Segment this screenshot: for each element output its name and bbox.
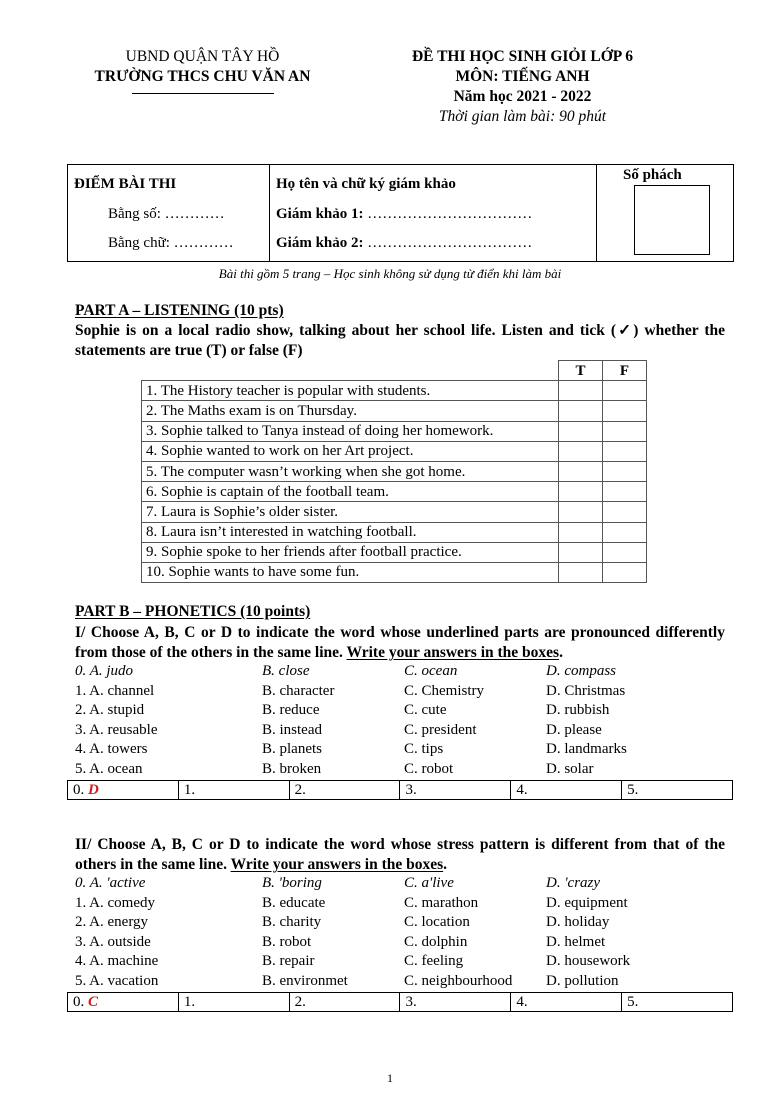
q2-3-a: 3. A. outside	[75, 933, 151, 950]
q1-answer-boxes	[67, 780, 733, 800]
q2-answer-4[interactable]: 4.	[511, 993, 622, 1011]
tick-true-2[interactable]	[559, 401, 603, 421]
q1-2-a: 2. A. stupid	[75, 702, 145, 719]
school-header	[75, 47, 330, 94]
q2-5-b: B. environmet	[262, 972, 348, 989]
tick-true-5[interactable]	[559, 461, 603, 481]
q2-1-c: C. marathon	[404, 894, 479, 911]
statement-6: 6. Sophie is captain of the football team.	[142, 482, 559, 502]
tick-true-6[interactable]	[559, 482, 603, 502]
tick-false-8[interactable]	[603, 522, 647, 542]
tick-false-10[interactable]	[603, 562, 647, 582]
tick-true-7[interactable]	[559, 502, 603, 522]
part-b-q1-instruction: I/ Choose A, B, C or D to indicate the word whose underlined parts are pronounced differently from those of the others in the same line. Write your answers in the boxes.	[75, 624, 725, 661]
q1-1-c: C. Chemistry	[404, 682, 485, 699]
tick-true-10[interactable]	[559, 562, 603, 582]
tick-true-1[interactable]	[559, 381, 603, 401]
part-b-q2-instruction: II/ Choose A, B, C or D to indicate the word whose stress pattern is different from that of the others in the same line. Write your answers in the boxes.	[75, 836, 725, 873]
q2-0-d: D. 'crazy	[546, 875, 601, 891]
q2-0-b: B. 'boring	[262, 875, 322, 891]
q2-4-a: 4. A. machine	[75, 953, 159, 970]
table-row	[142, 461, 647, 481]
q1-0-a: 0. A. judo	[75, 663, 134, 679]
statement-8: 8. Laura isn’t interested in watching football.	[142, 522, 559, 542]
col-true-header: T	[559, 361, 603, 381]
school-name: TRƯỜNG THCS CHU VĂN AN	[94, 68, 311, 85]
table-row	[142, 441, 647, 461]
table-row	[142, 401, 647, 421]
part-a-title: PART A – LISTENING (10 pts)	[75, 302, 284, 319]
q2-4-c: C. feeling	[404, 953, 464, 970]
q2-5-a: 5. A. vacation	[75, 972, 159, 989]
exam-title: ĐỀ THI HỌC SINH GIỎI LỚP 6	[411, 48, 634, 65]
score-in-digits[interactable]: Bằng số: …………	[108, 206, 225, 222]
tick-false-2[interactable]	[603, 401, 647, 421]
listening-table	[141, 360, 647, 583]
score-title: ĐIỂM BÀI THI	[74, 176, 177, 192]
q1-1-d: D. Christmas	[546, 682, 626, 699]
q1-5-a: 5. A. ocean	[75, 760, 143, 777]
exam-header	[385, 47, 660, 127]
q1-1-b: B. character	[262, 682, 335, 699]
q2-2-b: B. charity	[262, 914, 322, 931]
q1-4-d: D. landmarks	[546, 741, 627, 758]
examiner-1[interactable]	[276, 206, 532, 223]
q1-answer-5[interactable]: 5.	[627, 782, 639, 798]
table-row	[142, 562, 647, 582]
q2-answer-1[interactable]: 1.	[179, 993, 290, 1011]
q1-instruction-text: I/ Choose A, B, C or D to indicate the word whose underlined parts are pronounced differently from those of the others in the same line.	[75, 624, 725, 661]
q2-answer-2[interactable]: 2.	[290, 993, 401, 1011]
q1-3-c: C. president	[404, 721, 477, 738]
examiner-column	[269, 165, 597, 261]
statement-9: 9. Sophie spoke to her friends after football practice.	[142, 542, 559, 562]
q1-answer-3[interactable]: 3.	[400, 781, 511, 799]
examiner-1-dots: ……………………………	[363, 206, 533, 222]
district-name: UBND QUẬN TÂY HỒ	[125, 48, 280, 65]
examiner-1-label: Giám khảo 1:	[276, 206, 364, 222]
q1-3-b: B. instead	[262, 721, 322, 738]
tick-true-9[interactable]	[559, 542, 603, 562]
tick-false-9[interactable]	[603, 542, 647, 562]
q2-2-a: 2. A. energy	[75, 914, 149, 931]
q2-answer-3[interactable]: 3.	[400, 993, 511, 1011]
q2-5-d: D. pollution	[546, 972, 619, 989]
tick-false-4[interactable]	[603, 441, 647, 461]
tick-true-8[interactable]	[559, 522, 603, 542]
q1-2-c: C. cute	[404, 702, 447, 719]
tick-false-3[interactable]	[603, 421, 647, 441]
q2-answer-boxes	[67, 992, 733, 1012]
q2-1-d: D. equipment	[546, 894, 628, 911]
statement-2: 2. The Maths exam is on Thursday.	[142, 401, 559, 421]
q2-5-c: C. neighbourhood	[404, 972, 513, 989]
examiner-title: Họ tên và chữ ký giám khảo	[276, 176, 456, 192]
q1-5-b: B. broken	[262, 760, 322, 777]
tick-false-1[interactable]	[603, 381, 647, 401]
header-divider	[132, 93, 274, 94]
q1-0-c: C. ocean	[404, 663, 458, 679]
part-b-title: PART B – PHONETICS (10 points)	[75, 603, 311, 620]
q1-3-a: 3. A. reusable	[75, 721, 158, 738]
statement-10: 10. Sophie wants to have some fun.	[142, 562, 559, 582]
table-row	[142, 381, 647, 401]
q2-3-b: B. robot	[262, 933, 312, 950]
exam-year: Năm học 2021 - 2022	[453, 88, 592, 105]
q1-answer-2[interactable]: 2.	[290, 781, 401, 799]
statement-3: 3. Sophie talked to Tanya instead of doing her homework.	[142, 421, 559, 441]
statement-7: 7. Laura is Sophie’s older sister.	[142, 502, 559, 522]
tick-false-7[interactable]	[603, 502, 647, 522]
table-row	[142, 522, 647, 542]
q2-4-b: B. repair	[262, 953, 315, 970]
q1-4-b: B. planets	[262, 741, 322, 758]
q1-1-a: 1. A. channel	[75, 682, 155, 699]
q1-5-c: C. robot	[404, 760, 454, 777]
q1-answer-4[interactable]: 4.	[511, 781, 622, 799]
q1-4-a: 4. A. towers	[75, 741, 148, 758]
q2-3-c: C. dolphin	[404, 933, 468, 950]
q1-2-b: B. reduce	[262, 702, 320, 719]
q1-4-c: C. tips	[404, 741, 444, 758]
score-in-words[interactable]: Bằng chữ: …………	[108, 235, 234, 251]
statement-5: 5. The computer wasn’t working when she got home.	[142, 461, 559, 481]
q1-5-d: D. solar	[546, 760, 594, 777]
so-phach-column	[596, 165, 734, 261]
q1-answer-1[interactable]: 1.	[179, 781, 290, 799]
q2-0-c: C. a'live	[404, 875, 454, 891]
table-row	[142, 542, 647, 562]
q2-1-a: 1. A. comedy	[75, 894, 155, 911]
exam-subject: MÔN: TIẾNG ANH	[455, 68, 590, 85]
q2-answer-0: 0. C	[68, 993, 179, 1011]
q1-instruction-underlined: Write your answers in the boxes	[346, 644, 560, 661]
tick-true-3[interactable]	[559, 421, 603, 441]
tick-true-4[interactable]	[559, 441, 603, 461]
q2-2-c: C. location	[404, 914, 470, 931]
examiner-2-label: Giám khảo 2:	[276, 235, 364, 251]
q2-4-d: D. housework	[546, 953, 631, 970]
q1-0-d: D. compass	[546, 663, 616, 679]
table-row	[142, 502, 647, 522]
tick-false-6[interactable]	[603, 482, 647, 502]
q2-instruction-text: II/ Choose A, B, C or D to indicate the word whose stress pattern is different from that of the others in the same line.	[75, 836, 725, 873]
so-phach-box[interactable]	[634, 185, 710, 255]
q2-example-answer: C	[88, 994, 99, 1010]
q1-example-answer: D	[88, 782, 99, 798]
q2-2-d: D. holiday	[546, 914, 610, 931]
q1-0-b: B. close	[262, 663, 310, 679]
q1-2-d: D. rubbish	[546, 702, 610, 719]
q2-3-d: D. helmet	[546, 933, 606, 950]
exam-note: Bài thi gồm 5 trang – Học sinh không sử dụng từ điển khi làm bài	[218, 266, 562, 281]
q1-3-d: D. please	[546, 721, 602, 738]
statement-4: 4. Sophie wanted to work on her Art project.	[142, 441, 559, 461]
page-number: 1	[387, 1071, 393, 1085]
examiner-2-dots: ……………………………	[363, 235, 533, 251]
statement-1: 1. The History teacher is popular with students.	[142, 381, 559, 401]
q2-0-a: 0. A. 'active	[75, 875, 146, 891]
q2-instruction-underlined: Write your answers in the boxes	[230, 856, 444, 873]
q1-answer-0: 0. D	[68, 781, 179, 799]
table-row	[142, 421, 647, 441]
so-phach-label: Số phách	[623, 167, 682, 183]
score-box	[67, 164, 734, 262]
table-row	[142, 482, 647, 502]
exam-duration: Thời gian làm bài: 90 phút	[438, 108, 607, 125]
score-column	[68, 165, 270, 261]
tick-false-5[interactable]	[603, 461, 647, 481]
q2-1-b: B. educate	[262, 894, 326, 911]
examiner-2[interactable]	[276, 235, 532, 252]
q2-answer-5[interactable]: 5.	[627, 994, 639, 1010]
table-header-row	[142, 361, 647, 381]
col-false-header: F	[603, 361, 647, 381]
part-a-instruction: Sophie is on a local radio show, talking about her school life. Listen and tick (✓) whether the statements are true (T) or false (F)	[75, 322, 725, 359]
